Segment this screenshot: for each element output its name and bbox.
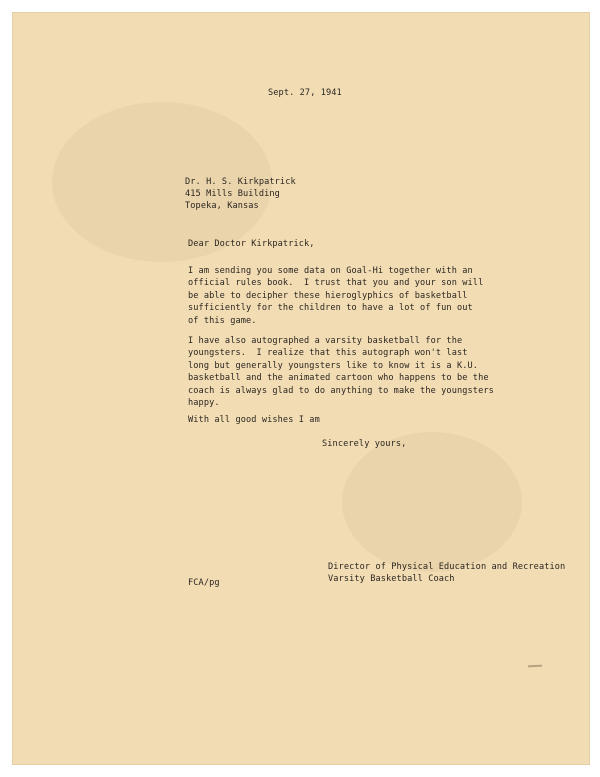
paper-stain — [342, 432, 522, 572]
recipient-name: Dr. H. S. Kirkpatrick — [185, 177, 296, 187]
paragraph-line: long but generally youngsters like to know it is a K.U. — [188, 360, 479, 371]
paragraph-line: sufficiently for the children to have a lot of fun out — [188, 303, 473, 314]
recipient-address-line2: Topeka, Kansas — [185, 201, 259, 211]
closing-line: With all good wishes I am — [188, 415, 320, 425]
paragraph-line: be able to decipher these hieroglyphics of basketball — [188, 290, 468, 301]
signature-title-1: Director of Physical Education and Recreation — [328, 562, 566, 572]
paragraph-line: I am sending you some data on Goal-Hi together with an — [188, 266, 473, 276]
paragraph-line: I have also autographed a varsity basketball for the — [188, 336, 463, 346]
letter-date: Sept. 27, 1941 — [268, 88, 342, 98]
reference-initials: FCA/pg — [188, 578, 220, 588]
body-paragraph-2 — [188, 335, 588, 409]
complimentary-close: Sincerely yours, — [322, 439, 407, 449]
paragraph-line: basketball and the animated cartoon who happens to be the — [188, 373, 489, 384]
signature-title-2: Varsity Basketball Coach — [328, 574, 455, 584]
paragraph-line: of this game. — [188, 315, 257, 326]
body-paragraph-1 — [188, 265, 588, 327]
paragraph-line: coach is always glad to do anything to make the youngsters — [188, 385, 494, 396]
paper-mark — [528, 665, 542, 668]
salutation: Dear Doctor Kirkpatrick, — [188, 239, 315, 249]
paragraph-line: happy. — [188, 398, 220, 409]
letter-page — [12, 12, 590, 765]
paragraph-line: official rules book. I trust that you and your son will — [188, 278, 484, 289]
paragraph-line: youngsters. I realize that this autograph won't last — [188, 348, 468, 359]
recipient-address-line1: 415 Mills Building — [185, 189, 280, 199]
